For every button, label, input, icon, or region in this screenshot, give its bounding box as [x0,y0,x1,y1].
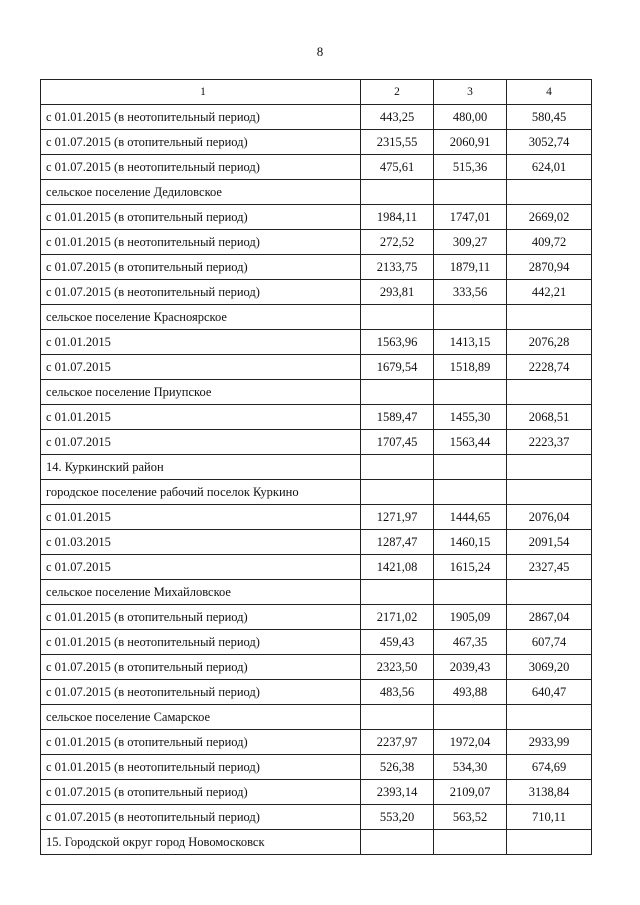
table-row [41,605,592,630]
value-cell-col2: 1589,47 [361,405,434,430]
value-cell-col3: 2060,91 [434,130,507,155]
value-cell-col3 [434,455,507,480]
value-cell-col3 [434,305,507,330]
value-cell-col3: 309,27 [434,230,507,255]
row-label-cell: сельское поселение Дедиловское [41,180,361,205]
table-row [41,805,592,830]
value-cell-col2: 443,25 [361,105,434,130]
value-cell-col2 [361,830,434,855]
table-row [41,230,592,255]
value-cell-col4: 624,01 [507,155,592,180]
value-cell-col2: 1271,97 [361,505,434,530]
value-cell-col2: 2171,02 [361,605,434,630]
table-row [41,255,592,280]
value-cell-col2 [361,380,434,405]
value-cell-col2: 1287,47 [361,530,434,555]
row-label-cell: с 01.07.2015 (в отопительный период) [41,655,361,680]
value-cell-col3: 1444,65 [434,505,507,530]
value-cell-col4: 2223,37 [507,430,592,455]
value-cell-col2: 2315,55 [361,130,434,155]
value-cell-col2: 272,52 [361,230,434,255]
value-cell-col3: 534,30 [434,755,507,780]
value-cell-col4: 580,45 [507,105,592,130]
value-cell-col3: 515,36 [434,155,507,180]
value-cell-col4: 710,11 [507,805,592,830]
value-cell-col3: 333,56 [434,280,507,305]
value-cell-col4: 2669,02 [507,205,592,230]
value-cell-col3 [434,580,507,605]
value-cell-col4: 2091,54 [507,530,592,555]
row-label-cell: с 01.03.2015 [41,530,361,555]
row-label-cell: с 01.01.2015 (в неотопительный период) [41,105,361,130]
value-cell-col3: 467,35 [434,630,507,655]
value-cell-col2 [361,455,434,480]
table-row [41,505,592,530]
row-label-cell: сельское поселение Михайловское [41,580,361,605]
value-cell-col3: 563,52 [434,805,507,830]
table-row [41,205,592,230]
value-cell-col3: 1972,04 [434,730,507,755]
value-cell-col2: 526,38 [361,755,434,780]
table-row [41,755,592,780]
value-cell-col2: 475,61 [361,155,434,180]
value-cell-col4: 2327,45 [507,555,592,580]
row-label-cell: с 01.07.2015 (в отопительный период) [41,130,361,155]
value-cell-col2 [361,180,434,205]
tariff-table [40,79,592,855]
row-label-cell: сельское поселение Самарское [41,705,361,730]
value-cell-col4: 640,47 [507,680,592,705]
table-body [41,80,592,855]
value-cell-col4: 2068,51 [507,405,592,430]
value-cell-col4: 3052,74 [507,130,592,155]
row-label-cell: с 01.01.2015 [41,405,361,430]
table-row [41,130,592,155]
table-row [41,830,592,855]
value-cell-col4 [507,180,592,205]
value-cell-col2 [361,705,434,730]
value-cell-col4: 3069,20 [507,655,592,680]
row-label-cell: с 01.07.2015 [41,355,361,380]
table-row [41,330,592,355]
value-cell-col4 [507,705,592,730]
value-cell-col2: 1421,08 [361,555,434,580]
value-cell-col2: 1563,96 [361,330,434,355]
row-label-cell: с 01.01.2015 (в неотопительный период) [41,755,361,780]
value-cell-col4: 607,74 [507,630,592,655]
value-cell-col4: 3138,84 [507,780,592,805]
table-header-row [41,80,592,105]
column-header-2: 2 [361,80,434,105]
value-cell-col4 [507,830,592,855]
table-row [41,530,592,555]
value-cell-col3 [434,480,507,505]
table-row [41,105,592,130]
table-row [41,355,592,380]
value-cell-col3: 1455,30 [434,405,507,430]
row-label-cell: с 01.01.2015 (в неотопительный период) [41,630,361,655]
table-row [41,305,592,330]
value-cell-col3 [434,830,507,855]
row-label-cell: сельское поселение Приупское [41,380,361,405]
value-cell-col2: 2393,14 [361,780,434,805]
row-label-cell: с 01.07.2015 [41,430,361,455]
value-cell-col2: 1707,45 [361,430,434,455]
value-cell-col4: 2076,04 [507,505,592,530]
value-cell-col3: 1615,24 [434,555,507,580]
value-cell-col3: 480,00 [434,105,507,130]
value-cell-col3: 493,88 [434,680,507,705]
table-row [41,580,592,605]
row-label-cell: с 01.01.2015 (в отопительный период) [41,605,361,630]
value-cell-col4: 2076,28 [507,330,592,355]
value-cell-col4: 674,69 [507,755,592,780]
value-cell-col4: 2933,99 [507,730,592,755]
column-header-4: 4 [507,80,592,105]
value-cell-col4: 409,72 [507,230,592,255]
table-row [41,630,592,655]
value-cell-col3: 1563,44 [434,430,507,455]
value-cell-col2: 553,20 [361,805,434,830]
column-header-1: 1 [41,80,361,105]
table-row [41,155,592,180]
value-cell-col2 [361,580,434,605]
value-cell-col3 [434,705,507,730]
row-label-cell: сельское поселение Красноярское [41,305,361,330]
table-row [41,405,592,430]
table-row [41,380,592,405]
row-label-cell: с 01.07.2015 (в отопительный период) [41,255,361,280]
value-cell-col2: 293,81 [361,280,434,305]
value-cell-col3: 2039,43 [434,655,507,680]
value-cell-col2: 2133,75 [361,255,434,280]
table-row [41,280,592,305]
table-row [41,730,592,755]
value-cell-col2: 2323,50 [361,655,434,680]
value-cell-col4 [507,380,592,405]
value-cell-col3: 1460,15 [434,530,507,555]
value-cell-col4 [507,305,592,330]
value-cell-col2: 459,43 [361,630,434,655]
value-cell-col4 [507,580,592,605]
table-row [41,180,592,205]
table-row [41,705,592,730]
row-label-cell: с 01.07.2015 (в неотопительный период) [41,280,361,305]
table-row [41,780,592,805]
row-label-cell: с 01.07.2015 (в неотопительный период) [41,155,361,180]
value-cell-col3: 1413,15 [434,330,507,355]
column-header-3: 3 [434,80,507,105]
row-label-cell: с 01.07.2015 (в неотопительный период) [41,805,361,830]
value-cell-col2: 1984,11 [361,205,434,230]
value-cell-col4: 442,21 [507,280,592,305]
row-label-cell: 14. Куркинский район [41,455,361,480]
value-cell-col4: 2228,74 [507,355,592,380]
row-label-cell: городское поселение рабочий поселок Куркино [41,480,361,505]
row-label-cell: 15. Городской округ город Новомосковск [41,830,361,855]
value-cell-col3 [434,380,507,405]
value-cell-col2: 2237,97 [361,730,434,755]
table-row [41,655,592,680]
value-cell-col3 [434,180,507,205]
row-label-cell: с 01.01.2015 (в отопительный период) [41,205,361,230]
value-cell-col3: 1747,01 [434,205,507,230]
row-label-cell: с 01.01.2015 [41,505,361,530]
row-label-cell: с 01.07.2015 [41,555,361,580]
row-label-cell: с 01.01.2015 [41,330,361,355]
value-cell-col3: 1879,11 [434,255,507,280]
value-cell-col2 [361,480,434,505]
row-label-cell: с 01.07.2015 (в неотопительный период) [41,680,361,705]
value-cell-col4 [507,480,592,505]
table-row [41,555,592,580]
row-label-cell: с 01.01.2015 (в неотопительный период) [41,230,361,255]
value-cell-col3: 1905,09 [434,605,507,630]
value-cell-col3: 2109,07 [434,780,507,805]
table-row [41,480,592,505]
table-row [41,680,592,705]
value-cell-col3: 1518,89 [434,355,507,380]
table-row [41,430,592,455]
value-cell-col2: 483,56 [361,680,434,705]
value-cell-col4 [507,455,592,480]
value-cell-col4: 2870,94 [507,255,592,280]
value-cell-col2: 1679,54 [361,355,434,380]
row-label-cell: с 01.01.2015 (в отопительный период) [41,730,361,755]
value-cell-col4: 2867,04 [507,605,592,630]
table-row [41,455,592,480]
value-cell-col2 [361,305,434,330]
page-number: 8 [316,44,324,59]
row-label-cell: с 01.07.2015 (в отопительный период) [41,780,361,805]
